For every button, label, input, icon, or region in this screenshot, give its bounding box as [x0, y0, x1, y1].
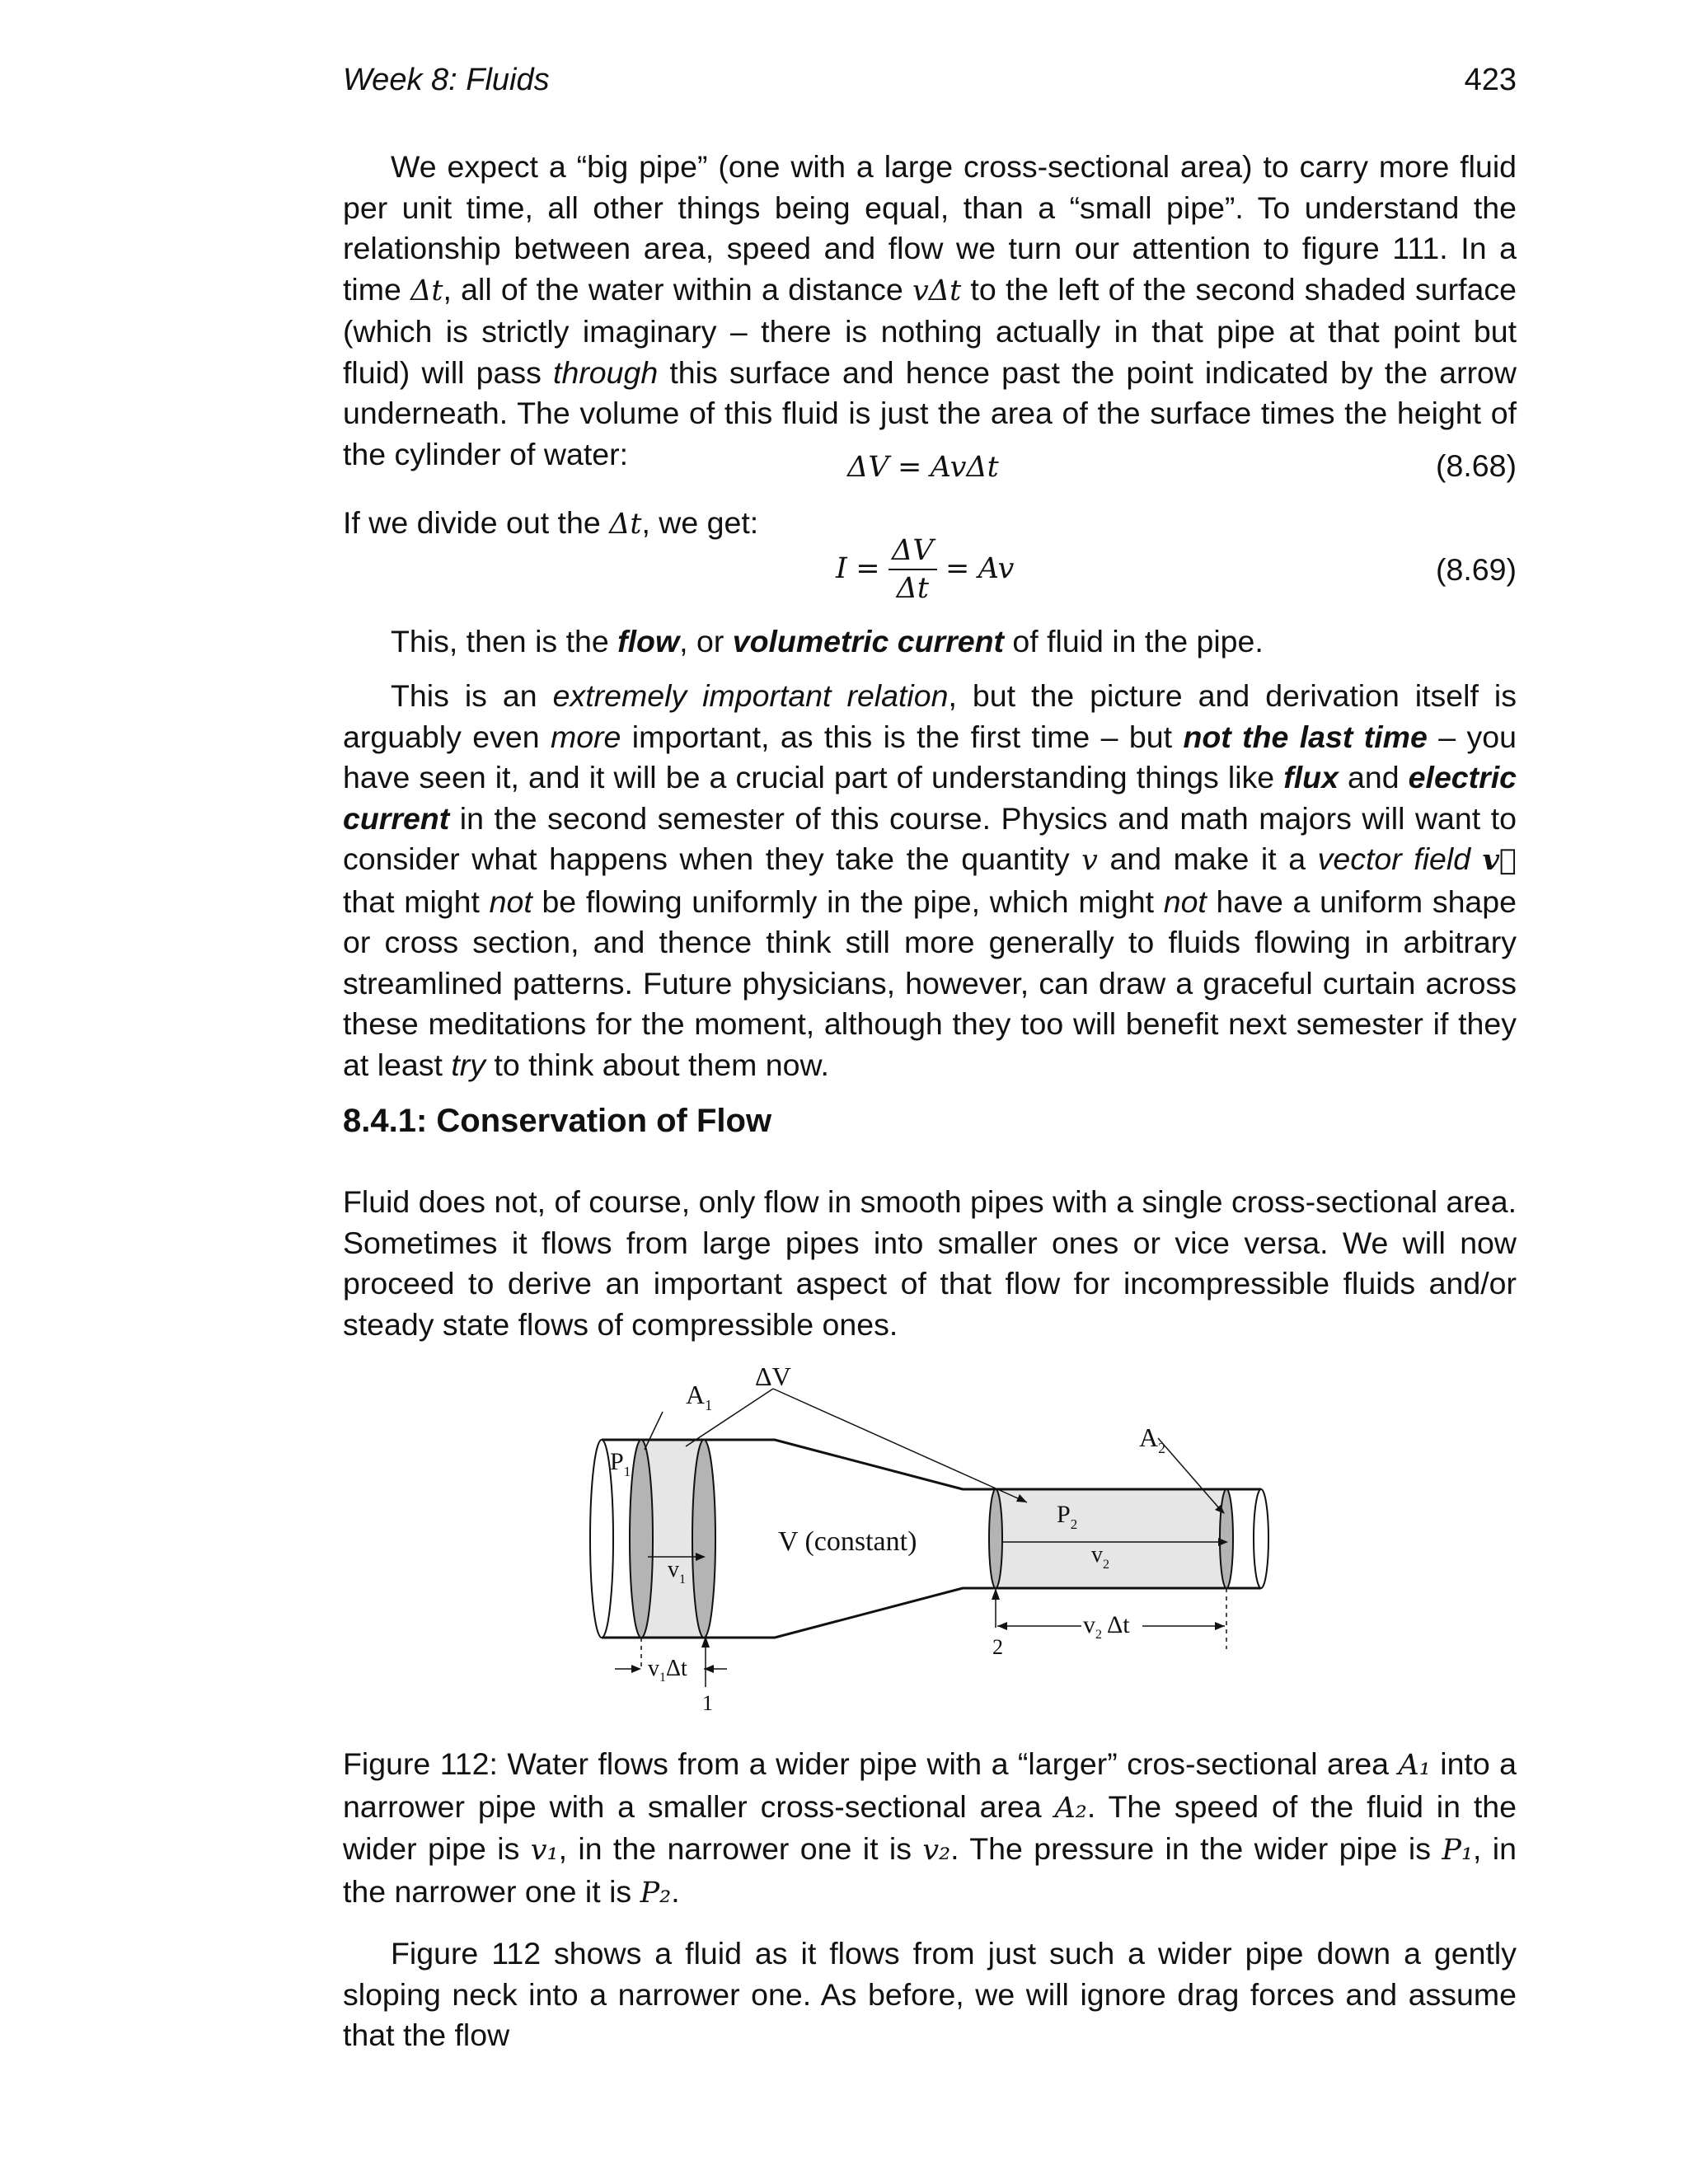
swept-volume-2: [996, 1489, 1226, 1588]
position-marker-2: 2: [992, 1635, 1003, 1659]
cross-section-A1-left: [630, 1440, 653, 1638]
arrow-head: [997, 1622, 1007, 1630]
equation-8-69: I = $\frac{\Delta V}{\Delta t}$ = Av (8.69): [836, 534, 1517, 605]
label-delta-v: ΔV: [755, 1364, 791, 1391]
paragraph-big-pipe: We expect a “big pipe” (one with a large cross-sectional area) to carry more fluid per unit time, all other things being equal, than a “small pipe”. To understand the relationship between area, speed and flow we turn our attention to figure 111. In a time Δt, all of the water within a distance vΔt to the left of the second shaded surface (which is strictly imaginary – there is nothing actually in that pipe at that point but fluid) will pass through this surface and hence past the point indicated by the arrow underneath. The volume of this fluid is just the area of the surface times the height of the cylinder of water:: [343, 149, 1517, 471]
right-pipe-opening: [1254, 1489, 1268, 1588]
cross-section-A2-right: [1220, 1489, 1233, 1588]
paragraph-figure-112: Figure 112 shows a fluid as it flows from just such a wider pipe down a gently sloping neck into a narrower one. As before, we will ignore drag forces and assume that the flow: [343, 1936, 1517, 2052]
label-A1: $A_1$: [686, 1380, 713, 1413]
paragraph-important-relation: This is an extremely important relation, but the picture and derivation itself is arguably even more important, as this is the first time – but not the last time – you have seen it, and it will be a crucial part of understanding things like flux and electric current in the second semester of this course. Physics and math majors will want to consider what happens when they take the quantity v and make it a vector field v⃗ that might not be flowing uniformly in the pipe, which might not have a uniform shape or cross section, and thence think still more generally to fluids flowing in arbitrary streamlined patterns. Future physicians, however, can draw a graceful curtain across these meditations for the moment, although they too will benefit next semester if they at least try to think about them now.: [343, 678, 1517, 1082]
label-v2: $v_2$: [1091, 1542, 1109, 1572]
page-number: 423: [1464, 63, 1517, 97]
arrow-head: [1215, 1622, 1225, 1630]
textbook-page: Week 8: Fluids 423 We expect a “big pipe” (one with a large cross-sectional area) to carry more fluid per unit time, all other things being equal, than a “small pipe”. To understand the relationship between area, speed and flow we turn our attention to figure 111. In a time Δt, all of the water within a distance vΔt to the left of the second shaded surface (which is strictly imaginary – there is nothing actually in that pipe at that point but fluid) will pass through this surface and hence past the point indicated by the arrow underneath. The volume of this fluid is just the area of the surface times the height of the cylinder of water: ΔV = AvΔt (8.68) If we divide out the Δt, we get: I = $\frac{\Delta V}{\Delta t}$ = Av (8.69) This, then is the flow, or volumetric current of fluid in the pipe. This is an extremely important relation, but the picture and derivation itself is arguably even more important, as this is the first time – but not the last time – you have seen it, and it will be a crucial part of understanding things like flux and electric current in the second semester of this course. Physics and math majors will want to consider what happens when they take the quantity v and make it a vector field v⃗ that might not be flowing uniformly in the pipe, which might not have a uniform shape or cross section, and thence think still more generally to fluids flowing in arbitrary streamlined patterns. Future physicians, however, can draw a graceful curtain across these meditations for the moment, although they too will benefit next semester if they at least try to think about them now. 8.4.1: Conservation of Flow Fluid does not, of course, only flow in smooth pipes with a single cross-sectional area. Sometimes it flows from large pipes into smaller ones or vice versa. We will now proceed to derive an important aspect of that flow for incompressible fluids and/or steady state flows of compressible ones. ΔV $A_1$ $P_1$ $v_1$ V (constant) $A_2$ $P_2$ $v_2$ $v_1\Delta t$ $v_2$ Δt 1 2 Figure 112: Water flows from a wider pipe with a “larger” cros-sectional area A₁ into a narrower pipe with a smaller cross-sectional area A₂. The speed of the fluid in the wider pipe is v₁, in the narrower one it is v₂. The pressure in the wider pipe is P₁, in the narrower one it is P₂. Figure 112 shows a fluid as it flows from just such a wider pipe down a gently sloping neck into a narrower one. As before, we will ignore drag forces and assume that the flow: [0, 0, 1688, 2184]
label-volume-constant: V (constant): [778, 1526, 917, 1557]
paragraph-flow-def: This, then is the flow, or volumetric current of fluid in the pipe.: [391, 624, 1264, 658]
section-heading: 8.4.1: Conservation of Flow: [343, 1103, 772, 1139]
page-header: [343, 63, 1517, 109]
label-v1: $v_1$: [668, 1557, 686, 1586]
paragraph-conservation-intro: Fluid does not, of course, only flow in smooth pipes with a single cross-sectional area. Sometimes it flows from large pipes into smaller ones or vice versa. We will now proceed to derive an important aspect of that flow for incompressible fluids and/or steady state flows of compressible ones.: [343, 1184, 1517, 1342]
label-v1-dt: $v_1\Delta t$: [648, 1656, 687, 1685]
running-title: Week 8: Fluids: [343, 63, 550, 97]
cross-section-A1-right: [692, 1440, 715, 1638]
label-P2: $P_2$: [1057, 1501, 1078, 1532]
arrow-head: [631, 1665, 641, 1673]
cross-section-A2-left: [989, 1489, 1002, 1588]
leader-dV-2: [773, 1389, 1027, 1502]
equation-number: (8.68): [1436, 448, 1517, 483]
figure-caption: Figure 112: Water flows from a wider pipe with a “larger” cros-sectional area A₁ into a narrower pipe with a smaller cross-sectional area A₂. The speed of the fluid in the wider pipe is v₁, in the narrower one it is v₂. The pressure in the wider pipe is P₁, in the narrower one it is P₂.: [343, 1746, 1517, 1910]
paragraph-divide: If we divide out the Δt, we get:: [343, 505, 759, 541]
position-marker-1: 1: [702, 1691, 713, 1715]
equation-number: (8.69): [1436, 552, 1517, 587]
pipe-flow-figure: [577, 1364, 1319, 1727]
label-A2: $A_2$: [1139, 1422, 1166, 1456]
label-P1: $P_1$: [610, 1448, 631, 1479]
label-v2-dt: $v_2$ Δt: [1083, 1611, 1130, 1642]
arrow-head: [992, 1588, 1000, 1600]
